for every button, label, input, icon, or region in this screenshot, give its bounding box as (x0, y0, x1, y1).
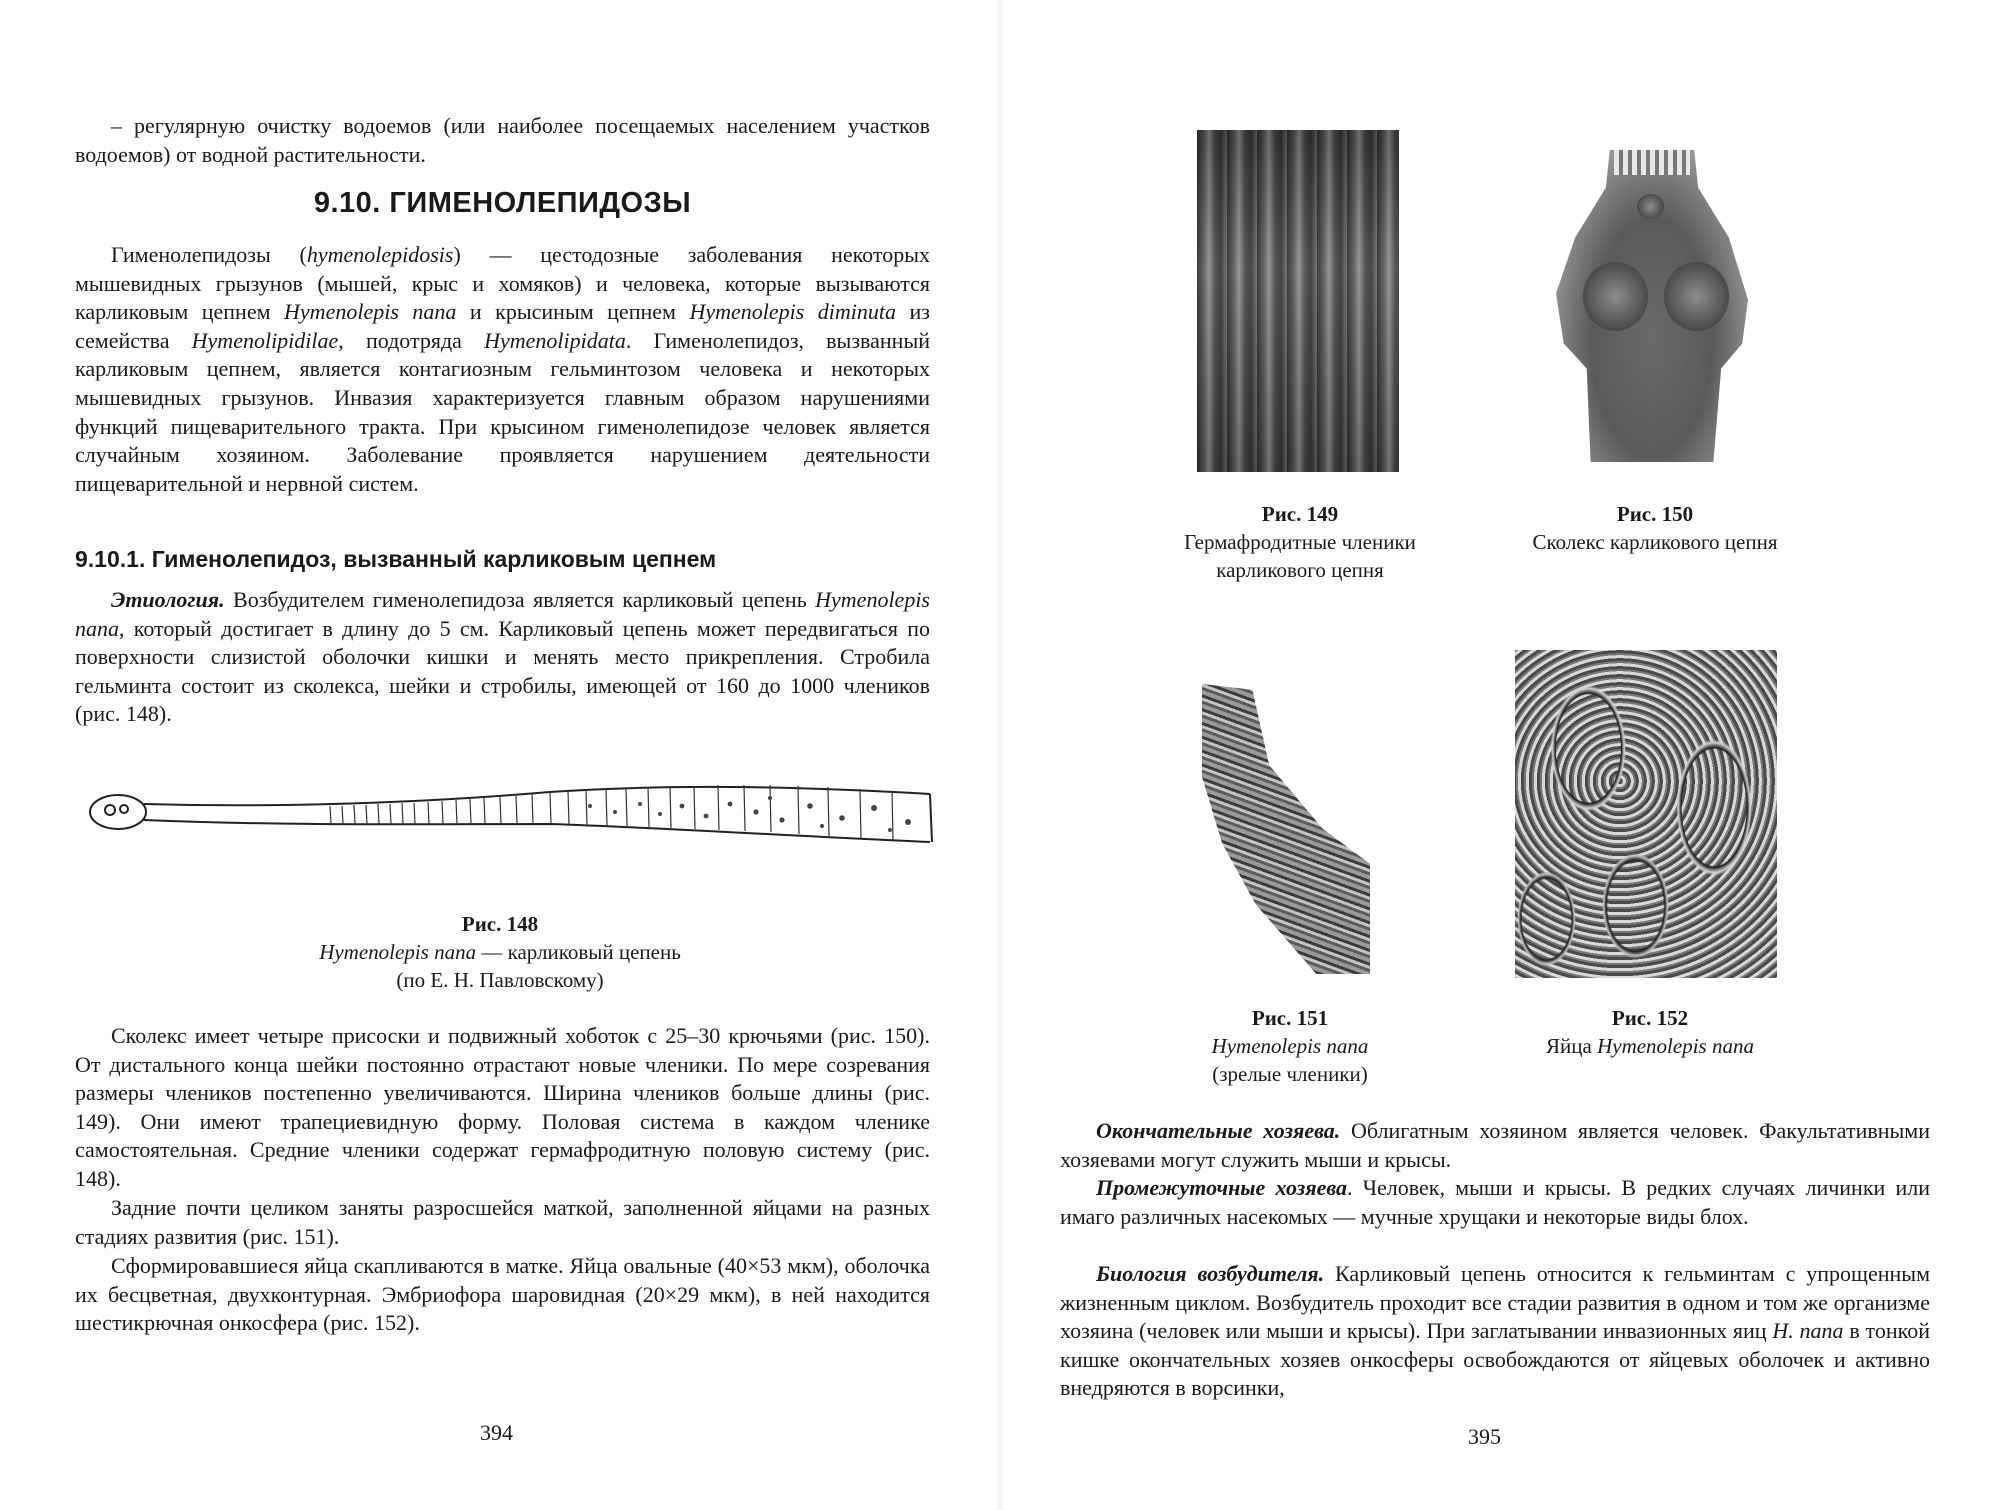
text-run: Яйца (1546, 1034, 1598, 1058)
strobila-top-edge (144, 787, 930, 805)
sucker (120, 805, 128, 813)
text-run: в тонкой кишке окончательных хозяев онкосферы освобождаются от яйцевых оболочек и активно внедряются в ворсинки, (1060, 1318, 1930, 1401)
rostellum (1637, 194, 1664, 219)
caption-source: (по Е. Н. Павловскому) (396, 968, 604, 992)
scolex-paragraph: Сколекс имеет четыре присоски и подвижный хоботок с 25–30 крючьями (рис. 150). От дистального конца шейки постоянно отрастают новые членики. По мере созревания размеры члеников постепенно увеличиваются. Ширина члеников больше длины (рис. 149). Они имеют трапециевидную форму. Половая система в каждом членике самостоятельная. Средние членики содержат гермафродитную половую систему (рис. 148). (75, 1023, 930, 1191)
text-run: ) — цестодозные заболевания некоторых мышевидных грызунов (мышей, крыс и хомяков) и человека, которые вызываются карликовым цепнем (75, 242, 930, 325)
run-in-label: Биология возбудителя. (1096, 1261, 1325, 1286)
text-run: , подотряда (338, 327, 485, 353)
caption-line: карликового цепня (1216, 558, 1384, 582)
fig148-caption (260, 910, 740, 994)
latin-term: Hymenolepis nana (284, 299, 457, 325)
text-run: . Гименолепидоз, вызванный карликовым цепнем, является контагиозным гельминтозом человека и некоторых мышевидных грызунов. Инвазия характеризуется главным образом нарушениями функций пищеварительного тракта. При крысином гименолепидозе человек является случайным хозяином. Заболевание проявляется нарушением деятельности пищеварительной и нервной систем. (75, 327, 930, 496)
etiology-paragraph (75, 586, 930, 729)
text-run: Облигатным хозяином является человек. Факультативными хозяевами могут служить мыши и крысы. (1060, 1118, 1930, 1172)
run-in-label: Окончательные хозяева. (1096, 1118, 1341, 1143)
fig152-caption (1500, 1004, 1800, 1060)
intermediate-hosts-paragraph (1060, 1174, 1930, 1231)
fig152-micrograph (1515, 650, 1777, 978)
fig151-caption (1140, 1004, 1440, 1088)
latin-term: Hymenolepis nana (1597, 1034, 1754, 1058)
figure-number: Рис. 148 (461, 912, 539, 936)
scolex-outline (90, 795, 146, 829)
text-run: . Человек, мыши и крысы. В редких случаях личинки или имаго различных насекомых — мучные хрущаки и некоторые виды блох. (1060, 1175, 1930, 1229)
text-run: , который достигает в длину до 5 см. Карликовый цепень может передвигаться по поверхности слизистой оболочки кишки и менять место прикрепления. Стробила гельминта состоит из сколекса, шейки и стробилы, имеющей от 160 до 1000 члеников (рис. 148). (75, 615, 930, 727)
text-run: — карликовый цепень (476, 940, 681, 964)
latin-term: Hymenolipidata (484, 327, 626, 353)
figure-number: Рис. 151 (1251, 1006, 1329, 1030)
run-in-label: Промежуточные хозяева (1096, 1175, 1348, 1200)
text-run: Гименолепидозы ( (111, 242, 307, 267)
caption-line: Сколекс карликового цепня (1532, 530, 1778, 554)
sucker (105, 805, 115, 815)
eggs-paragraph: Сформировавшиеся яйца скапливаются в матке. Яйца овальные (40×53 мкм), оболочка их бесцветная, двухконтурная. Эмбриофора шаровидная (20×29 мкм), в ней находится шестикрючная онкосфера (рис. 152). (75, 1253, 930, 1336)
strobila-bottom-edge (144, 820, 930, 842)
subsection-heading: 9.10.1. Гименолепидоз, вызванный карликовым цепнем (75, 546, 717, 572)
intro-paragraph: – регулярную очистку водоемов (или наиболее посещаемых населением участков водоемов) от водной растительности. (75, 113, 930, 167)
fig150-micrograph (1556, 150, 1748, 462)
fig150-caption (1500, 500, 1810, 556)
hook-crown (1614, 150, 1691, 175)
text-run: Возбудителем гименолепидоза является карликовый цепень (224, 587, 816, 612)
page-number: 394 (480, 1420, 513, 1445)
sucker (1583, 262, 1648, 331)
text-run: из семейства (75, 299, 930, 353)
fig148-tapeworm-drawing (70, 760, 950, 870)
caption-line: Hymenolepis nana (1211, 1034, 1369, 1058)
caption-line: (зрелые членики) (1212, 1062, 1368, 1086)
latin-term: Hymenolipidilae (191, 327, 339, 353)
sucker (1664, 262, 1729, 331)
figure-number: Рис. 149 (1261, 502, 1339, 526)
fig149-micrograph (1197, 130, 1399, 472)
intro-description-paragraph (75, 241, 930, 498)
caption-line (1500, 1032, 1800, 1060)
text-run: и крысиным цепнем (456, 299, 690, 325)
caption-line: Гермафродитные членики (1184, 530, 1416, 554)
section-heading: 9.10. ГИМЕНОЛЕПИДОЗЫ (313, 187, 692, 219)
latin-term: hymenolepidosis (306, 242, 454, 267)
strobila-end (930, 794, 932, 842)
latin-term: Hymenolepis diminuta (689, 299, 897, 325)
latin-term: H. nana (1772, 1318, 1844, 1344)
text-run: Карликовый цепень относится к гельминтам с упрощенным жизненным циклом. Возбудитель проходит все стадии развития в одном и том же организме хозяина (человек или мыши и крысы). При заглатывании инвазионных яиц (1060, 1261, 1930, 1344)
caption-line (260, 938, 740, 966)
page-number: 395 (1468, 1424, 1501, 1449)
fig149-caption (1120, 500, 1480, 584)
posterior-segments-paragraph: Задние почти целиком заняты разросшейся маткой, заполненной яйцами на разных стадиях развития (рис. 151). (75, 1195, 930, 1249)
latin-term: Hymenolepis nana (75, 587, 930, 641)
right-page (1000, 0, 2000, 1510)
proglottid-segments (330, 785, 893, 840)
figure-number: Рис. 152 (1611, 1006, 1689, 1030)
fig151-micrograph (1202, 684, 1370, 974)
biology-paragraph (1060, 1260, 1930, 1403)
figure-number: Рис. 150 (1616, 502, 1694, 526)
run-in-label: Этиология. (111, 587, 225, 612)
definitive-hosts-paragraph (1060, 1117, 1930, 1174)
latin-term: Hymenolepis nana (319, 940, 477, 964)
